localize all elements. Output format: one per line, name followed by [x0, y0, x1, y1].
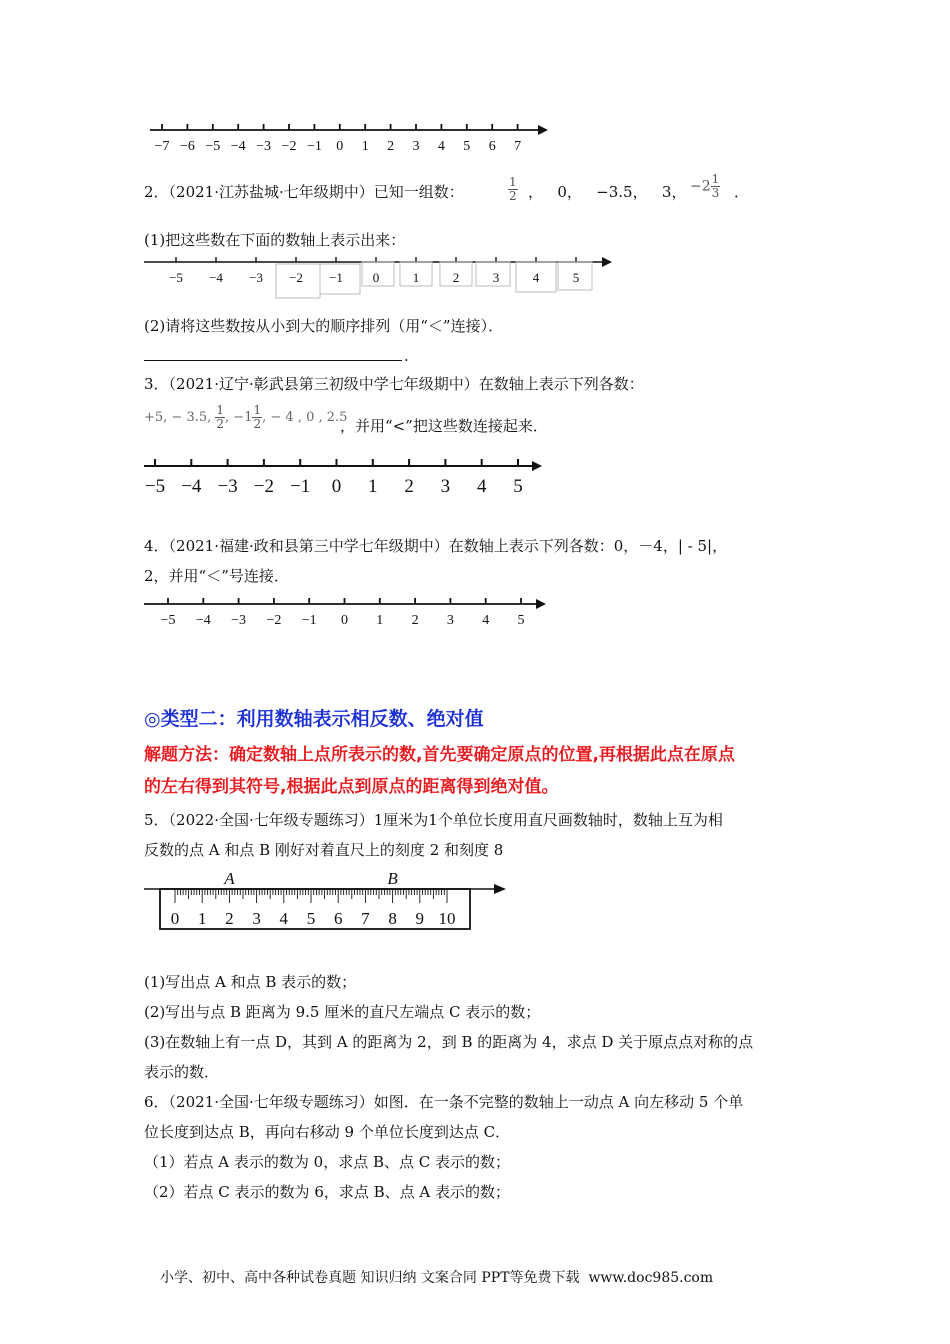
axis-tick-label: −2: [253, 476, 275, 497]
axis-tick-label: −5: [144, 476, 166, 497]
q2-prefix: 2．（2021·江苏盐城·七年级期中）已知一组数：: [144, 183, 464, 201]
ruler-label: 9: [415, 909, 425, 928]
q2-frac1-num: 1: [509, 175, 517, 189]
axis-tick-label: 3: [440, 476, 451, 497]
axis-tick-label: 3: [412, 139, 420, 154]
axis-tick-label: 2: [411, 613, 419, 628]
q3-nums-a: +5, − 3.5,: [144, 410, 212, 425]
axis-arrow: [538, 125, 548, 135]
ruler-label: 5: [306, 909, 316, 928]
ruler-label: 7: [361, 909, 370, 928]
axis-tick-label: −7: [154, 139, 170, 154]
q4-line1: 4．（2021·福建·政和县第三中学七年级期中）在数轴上表示下列各数：0，－4，| - 5|，: [144, 537, 728, 555]
q2-number-line: [140, 252, 620, 302]
axis-tick-label: 5: [513, 476, 523, 497]
q2-n2: 0，: [557, 183, 582, 201]
q5-part2: (2)写出与点 B 距离为 9.5 厘米的直尺左端点 C 表示的数；: [144, 1003, 541, 1021]
q2-end: ．: [734, 183, 750, 201]
q2-frac1-den: 2: [509, 189, 517, 203]
q5-ruler-figure: [140, 864, 512, 934]
axis-tick-label: 0: [341, 613, 348, 628]
q6-line1: 6．（2021·全国·七年级专题练习）如图．在一条不完整的数轴上一动点 A 向左移动 5 个单: [144, 1093, 744, 1111]
q2-n4: 3，: [661, 183, 687, 201]
axis-tick-label: 2: [452, 270, 460, 285]
q5-part1: (1)写出点 A 和点 B 表示的数；: [144, 973, 357, 991]
q2-statement: [144, 182, 464, 202]
axis-tick-label: −4: [181, 476, 202, 497]
ruler-label: 0: [170, 909, 180, 928]
axis-tick-label: −4: [209, 270, 223, 285]
axis-tick-label: 4: [437, 139, 445, 154]
axis-tick-label: −5: [169, 270, 183, 285]
q5-line2: 反数的点 A 和点 B 刚好对着直尺上的刻度 2 和刻度 8: [144, 841, 504, 859]
ruler-label: 8: [388, 909, 397, 928]
axis-tick-label: −2: [281, 139, 297, 154]
axis-arrow: [536, 599, 546, 609]
footer-label: 小学、初中、高中各种试卷真题 知识归纳 文案合同 PPT等免费下载: [160, 1270, 580, 1286]
q5-part3b: 表示的数．: [144, 1063, 220, 1081]
axis-tick-label: 1: [361, 139, 369, 154]
axis-arrow: [532, 461, 542, 471]
q3-frac-num: 1: [216, 403, 225, 417]
axis-tick-label: 3: [492, 270, 500, 285]
axis-tick-label: −3: [249, 270, 263, 285]
axis-tick-label: −3: [231, 613, 247, 628]
axis-tick-label: 5: [572, 270, 580, 285]
axis-tick-label: 5: [463, 139, 471, 154]
q2-part1: (1)把这些数在下面的数轴上表示出来：: [144, 231, 406, 249]
axis-tick-label: 5: [517, 613, 525, 628]
axis-tick-label: 3: [446, 613, 454, 628]
ruler-axis-arrow: [494, 884, 506, 894]
q6-part2: （2）若点 C 表示的数为 6，求点 B、点 A 表示的数；: [144, 1183, 511, 1201]
ruler-label: 2: [225, 909, 234, 928]
point-b-label: B: [387, 869, 398, 888]
q2-part2: (2)请将这些数按从小到大的顺序排列（用“＜”连接）．: [144, 317, 504, 335]
axis-tick-label: 6: [488, 139, 496, 154]
q3-number-line: [140, 454, 550, 498]
axis-tick-label: −5: [160, 613, 176, 628]
q2-mixed: [690, 173, 720, 200]
q2-mixed-num: 1: [711, 172, 720, 186]
axis-tick-label: −1: [290, 476, 311, 497]
axis-tick-label: 0: [372, 270, 380, 285]
axis-tick-label: −6: [179, 139, 195, 154]
axis-tick-label: 2: [404, 476, 414, 497]
q2-n3: −3.5，: [596, 183, 648, 201]
ruler-label: 1: [197, 909, 207, 928]
axis-tick-label: 0: [336, 139, 344, 154]
q2-frac-half: [508, 176, 518, 203]
axis-tick-label: 2: [387, 139, 395, 154]
top-number-line: [140, 118, 560, 158]
axis-tick-label: 0: [331, 476, 342, 497]
q3-nums-b: , −1: [225, 410, 253, 425]
axis-tick-label: 4: [476, 476, 487, 497]
ruler-label: 10: [438, 909, 456, 928]
q3-statement: 3．（2021·辽宁·彰武县第三初级中学七年级期中）在数轴上表示下列各数：: [144, 375, 644, 393]
axis-tick-label: −2: [266, 613, 282, 628]
q2-mixed-den: 3: [711, 186, 720, 200]
q2-numbers: ， 0， −3.5， 3，: [528, 183, 687, 201]
q3-suffix: ，并用“<”把这些数连接起来．: [340, 417, 548, 435]
ruler-label: 3: [252, 909, 261, 928]
q2-answer-blank: [144, 360, 402, 361]
q6-part1: （1）若点 A 表示的数为 0，求点 B、点 C 表示的数；: [144, 1153, 511, 1171]
q3-mixed-den: 2: [253, 417, 262, 431]
q6-line2: 位长度到达点 B，再向右移动 9 个单位长度到达点 C．: [144, 1123, 511, 1141]
q5-line1: 5．（2022·全国·七年级专题练习）1厘米为1个单位长度用直尺画数轴时，数轴上互为相: [144, 811, 723, 829]
axis-arrow: [602, 257, 612, 267]
axis-tick-label: 1: [376, 613, 384, 628]
point-a-label: A: [224, 869, 235, 888]
q2-mixed-whole: −2: [690, 178, 711, 195]
axis-tick-label: 4: [532, 270, 540, 285]
type2-title: ◎类型二：利用数轴表示相反数、绝对值: [144, 708, 484, 730]
q3-mixed-num: 1: [253, 403, 262, 417]
axis-tick-label: −1: [329, 270, 343, 285]
q3-nums-c: , − 4 , 0 , 2.5: [262, 410, 348, 425]
q5-part3a: (3)在数轴上有一点 D，其到 A 的距离为 2，到 B 的距离为 4，求点 D 关于原点点对称的点: [144, 1033, 754, 1051]
ruler-label: 4: [279, 909, 289, 928]
axis-tick-label: −1: [306, 139, 322, 154]
footer-url: www.doc985.com: [588, 1270, 714, 1286]
axis-tick-label: −3: [256, 139, 272, 154]
q3-frac-den: 2: [216, 417, 225, 431]
q2-blank-end: .: [404, 347, 409, 365]
footer-text: [160, 1268, 713, 1288]
axis-tick-label: −1: [301, 613, 317, 628]
axis-tick-label: −5: [205, 139, 221, 154]
axis-tick-label: 1: [412, 270, 420, 285]
q4-number-line: [140, 596, 550, 630]
q4-line2: 2，并用“＜”号连接．: [144, 567, 289, 585]
method-line1: 解题方法：确定数轴上点所表示的数,首先要确定原点的位置,再根据此点在原点: [144, 745, 735, 765]
axis-tick-label: 4: [482, 613, 490, 628]
axis-tick-label: −3: [217, 476, 238, 497]
axis-tick-label: 1: [368, 476, 378, 497]
axis-tick-label: 7: [514, 139, 522, 154]
ruler-label: 6: [333, 909, 343, 928]
method-line2: 的左右得到其符号,根据此点到原点的距离得到绝对值。: [144, 777, 559, 797]
axis-tick-label: −4: [195, 613, 211, 628]
q3-number-list: [144, 404, 347, 431]
axis-tick-label: −4: [230, 139, 246, 154]
axis-tick-label: −2: [289, 270, 303, 285]
